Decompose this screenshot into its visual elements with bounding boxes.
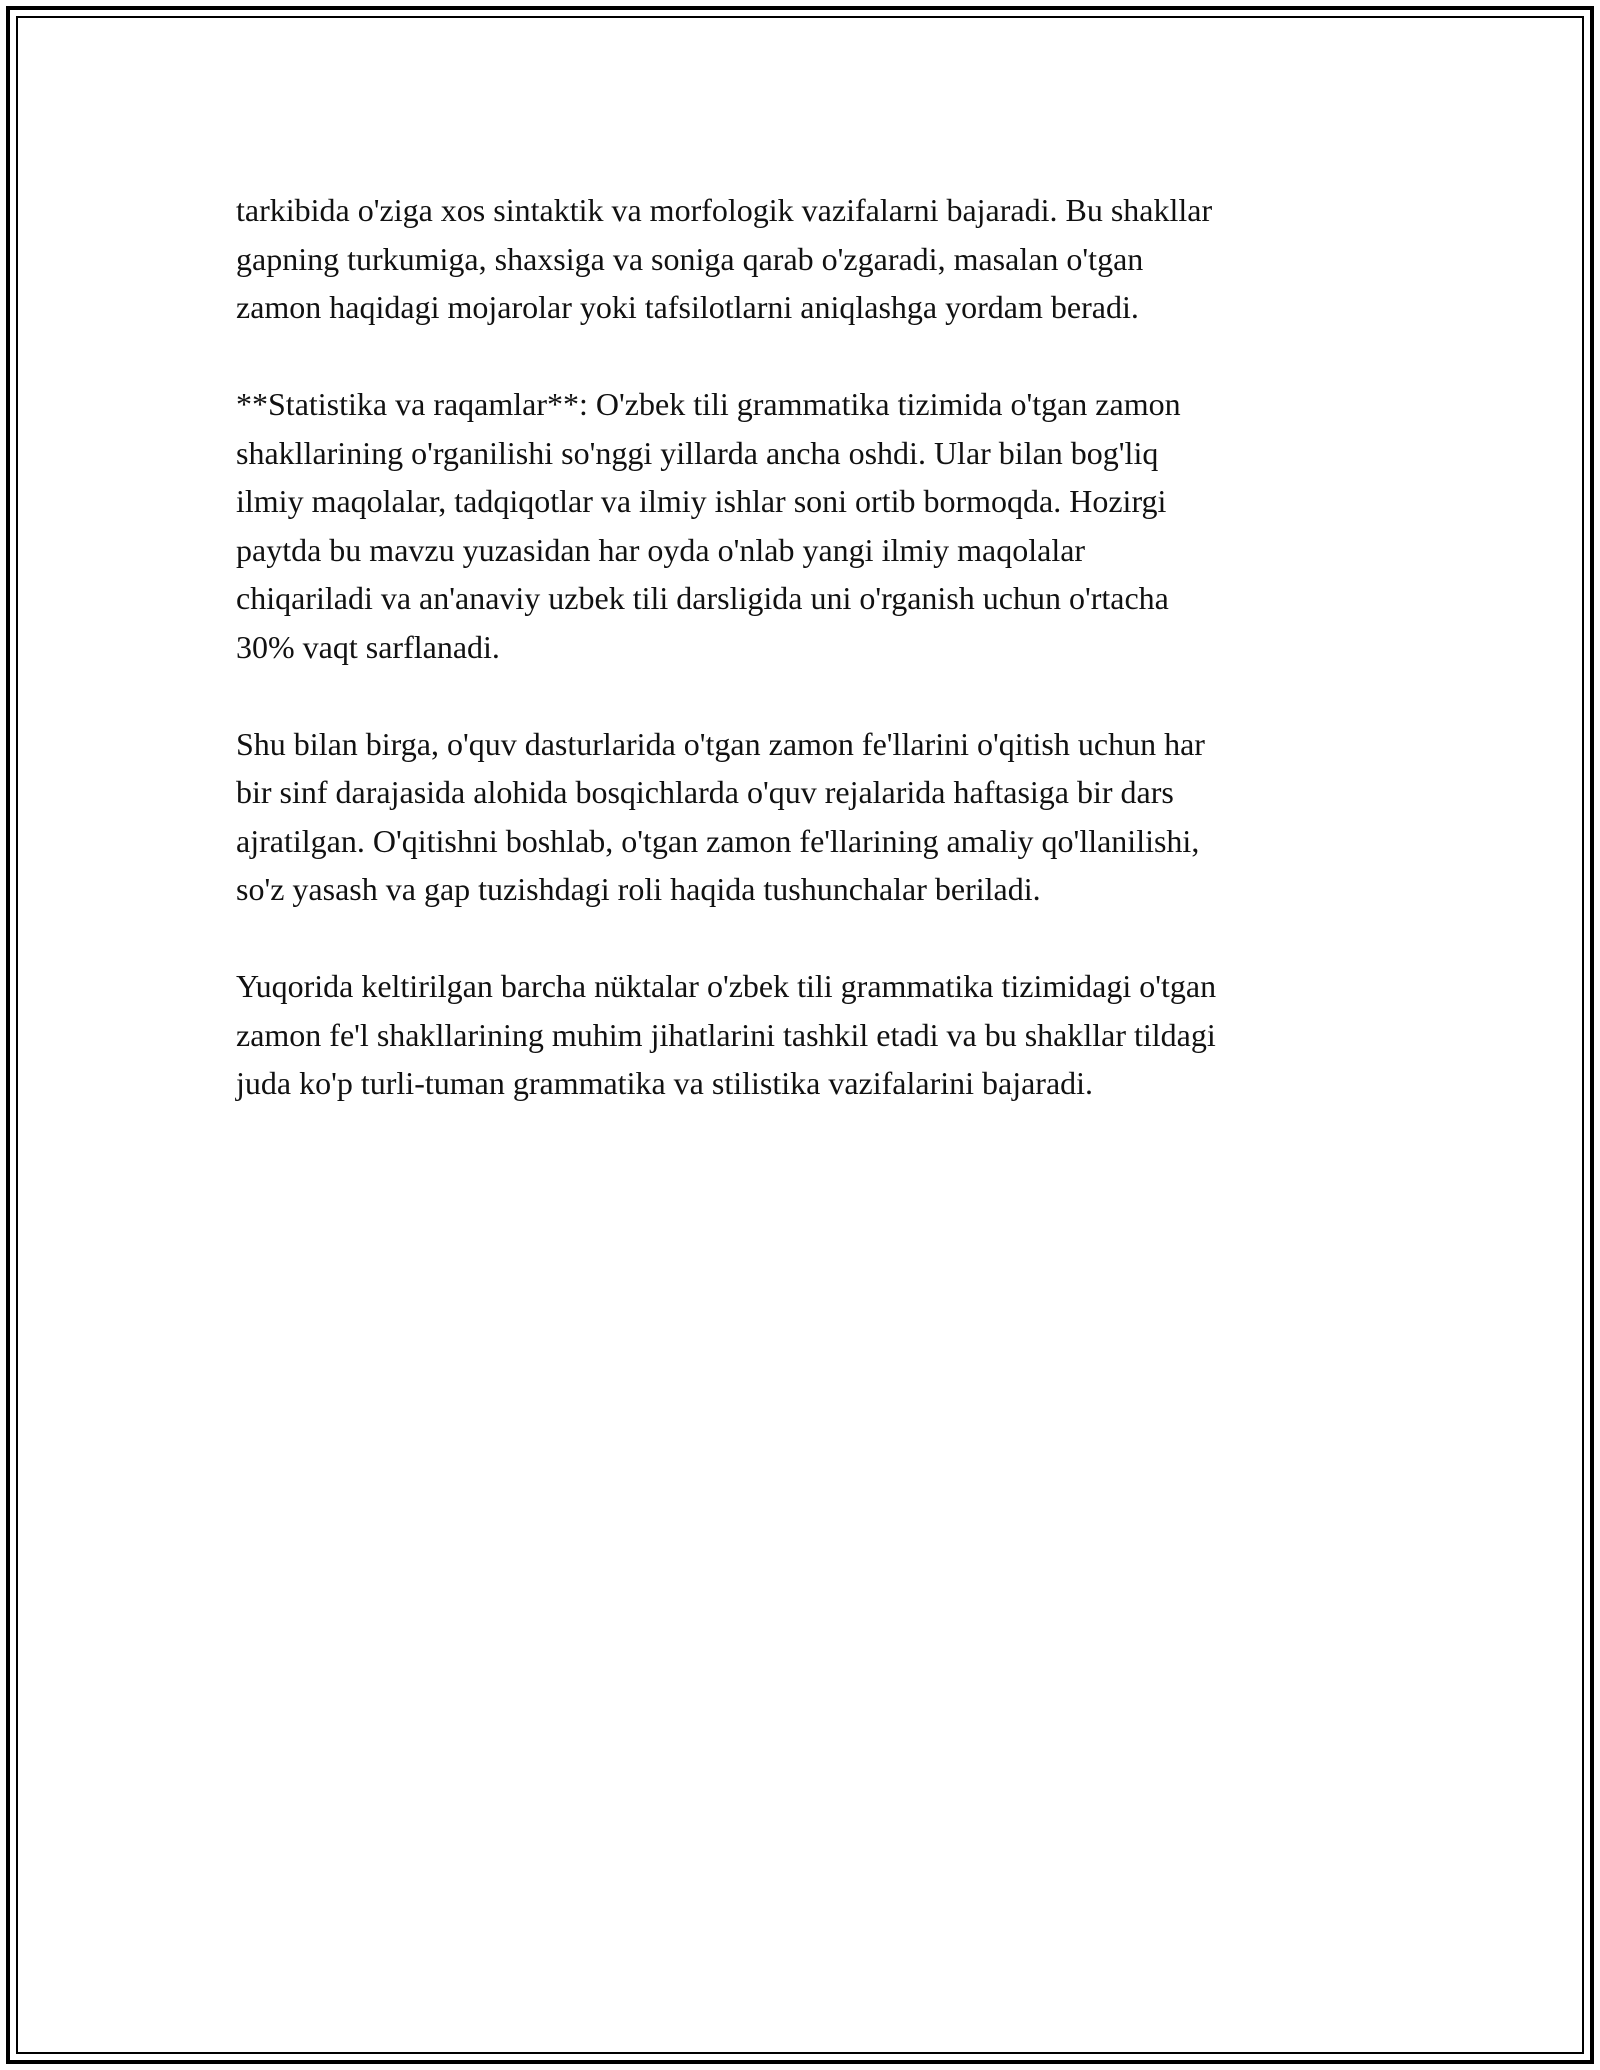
paragraph-1: tarkibida o'ziga xos sintaktik va morfologik vazifalarni bajaradi. Bu shakllar gapning turkumiga, shaxsiga va soniga qarab o'zgaradi, masalan o'tgan zamon haqidagi mojarolar yoki tafsilotlarni aniqlashga yordam beradi. — [236, 192, 1213, 325]
paragraph-3: Shu bilan birga, o'quv dasturlarida o'tgan zamon fe'llarini o'qitish uchun har bir sinf darajasida alohida bosqichlarda o'quv rejalarida haftasiga bir dars ajratilgan. O'qitishni boshlab, o'tgan zamon fe'llarining amaliy qo'llanilishi, so'z yasash va gap tuzishdagi roli haqida tushunchalar beriladi. — [236, 725, 1205, 907]
paragraph-4: Yuqorida keltirilgan barcha nüktalar o'zbek tili grammatika tizimidagi o'tgan zamon fe'l shakllarining muhim jihatlarini tashkil etadi va bu shakllar tildagi juda ko'p turli-tuman grammatika va stilistika vazifalarini bajaradi. — [236, 968, 1217, 1101]
paragraph-2: **Statistika va raqamlar**: O'zbek tili grammatika tizimida o'tgan zamon shakllarining o'rganilishi so'nggi yillarda ancha oshdi. Ular bilan bog'liq ilmiy maqolalar, tadqiqotlar va ilmiy ishlar soni ortib bormoqda. Hozirgi paytda bu mavzu yuzasidan har oyda o'nlab yangi ilmiy maqolalar chiqariladi va an'anaviy uzbek tili darsligida uni o'rganish uchun o'rtacha 30% vaqt sarflanadi. — [236, 386, 1181, 665]
document-body — [236, 186, 1396, 1156]
